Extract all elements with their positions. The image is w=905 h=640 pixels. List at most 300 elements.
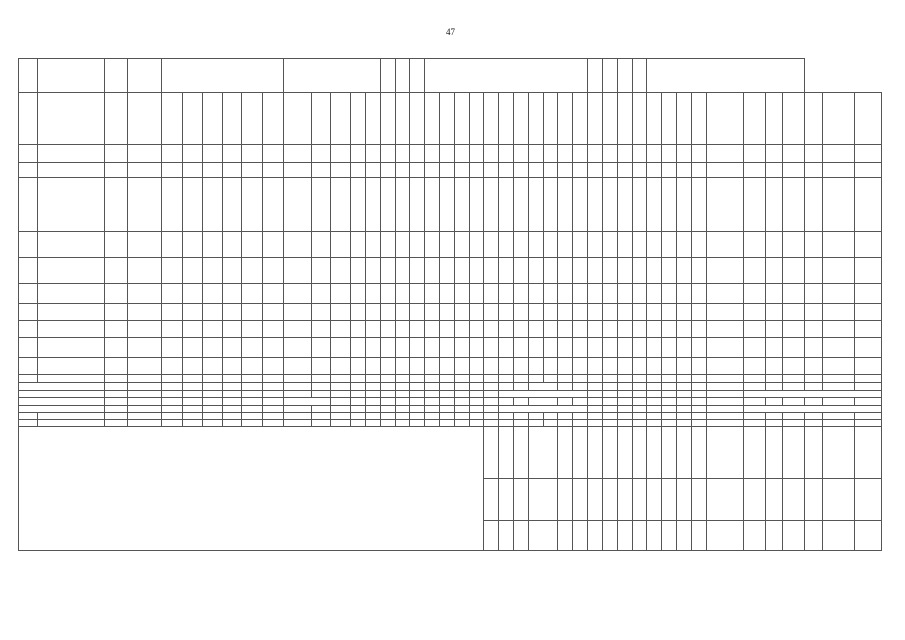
empty-cell bbox=[351, 232, 366, 258]
empty-cell bbox=[573, 145, 588, 163]
total-value bbox=[822, 398, 854, 406]
empty-cell bbox=[691, 479, 706, 521]
value-cell bbox=[783, 304, 805, 321]
empty-cell bbox=[573, 375, 588, 383]
header-mesta bbox=[284, 59, 380, 93]
total-value bbox=[743, 398, 765, 406]
empty-cell bbox=[395, 375, 410, 383]
value-cell bbox=[783, 163, 805, 178]
empty-cell bbox=[484, 145, 499, 163]
empty-cell bbox=[395, 420, 410, 427]
empty-cell bbox=[558, 163, 573, 178]
value-cell bbox=[183, 145, 203, 163]
empty-cell bbox=[662, 178, 677, 232]
empty-cell bbox=[410, 406, 425, 413]
empty-cell bbox=[439, 375, 454, 383]
table-row bbox=[19, 284, 882, 304]
empty-cell bbox=[284, 93, 311, 145]
value-cell bbox=[822, 232, 854, 258]
value-cell bbox=[242, 258, 263, 284]
empty-cell bbox=[311, 358, 331, 375]
empty-cell bbox=[573, 413, 588, 420]
table-row bbox=[19, 232, 882, 258]
value-cell bbox=[242, 145, 263, 163]
header-obj2018 bbox=[425, 59, 588, 93]
empty-cell bbox=[284, 375, 311, 383]
empty-cell bbox=[662, 375, 677, 383]
empty-cell bbox=[222, 375, 242, 383]
empty-cell bbox=[351, 258, 366, 284]
value-cell bbox=[222, 338, 242, 358]
road-name bbox=[37, 258, 105, 284]
value-cell bbox=[263, 93, 284, 145]
summary-value bbox=[528, 427, 558, 479]
empty-cell bbox=[543, 93, 558, 145]
empty-cell bbox=[662, 479, 677, 521]
empty-cell bbox=[380, 358, 395, 375]
empty-cell bbox=[395, 413, 410, 420]
header-perechen bbox=[37, 59, 105, 93]
empty-cell bbox=[602, 163, 617, 178]
empty-cell bbox=[543, 258, 558, 284]
empty-cell bbox=[311, 145, 331, 163]
empty-cell bbox=[854, 232, 881, 258]
empty-cell bbox=[677, 178, 692, 232]
value-cell bbox=[162, 284, 183, 304]
empty-cell bbox=[677, 258, 692, 284]
empty-cell bbox=[647, 413, 662, 420]
value-cell bbox=[183, 321, 203, 338]
total-value bbox=[822, 383, 854, 391]
summary-value bbox=[743, 521, 765, 551]
header-cell bbox=[410, 59, 425, 93]
empty-cell bbox=[602, 420, 617, 427]
empty-cell bbox=[805, 413, 822, 420]
header-protyazh bbox=[162, 59, 284, 93]
mo-total bbox=[499, 391, 588, 398]
empty-cell bbox=[351, 321, 366, 338]
value-cell bbox=[743, 178, 765, 232]
summary-label bbox=[484, 427, 499, 479]
empty-cell bbox=[351, 163, 366, 178]
summary-value bbox=[783, 427, 805, 479]
total-label bbox=[19, 383, 105, 391]
empty-cell bbox=[222, 413, 242, 420]
empty-cell bbox=[647, 145, 662, 163]
empty-cell bbox=[37, 413, 105, 420]
value-cell bbox=[242, 284, 263, 304]
empty-cell bbox=[365, 258, 380, 284]
empty-cell bbox=[395, 391, 410, 398]
summary-value bbox=[573, 427, 588, 479]
empty-cell bbox=[805, 375, 822, 383]
empty-cell bbox=[677, 375, 692, 383]
value-cell bbox=[602, 375, 617, 383]
empty-cell bbox=[410, 178, 425, 232]
empty-cell bbox=[331, 232, 351, 258]
road-name bbox=[37, 93, 105, 145]
empty-cell bbox=[822, 375, 854, 383]
empty-cell bbox=[662, 284, 677, 304]
value-cell bbox=[127, 304, 162, 321]
summary-value bbox=[765, 521, 782, 551]
empty-cell bbox=[822, 413, 854, 420]
empty-cell bbox=[783, 420, 805, 427]
empty-cell bbox=[425, 338, 440, 358]
empty-cell bbox=[514, 258, 529, 284]
empty-cell bbox=[439, 163, 454, 178]
value-cell bbox=[743, 321, 765, 338]
empty-cell bbox=[854, 420, 881, 427]
total-value bbox=[558, 383, 573, 391]
empty-cell bbox=[484, 93, 499, 145]
empty-cell bbox=[558, 420, 573, 427]
empty-cell bbox=[691, 375, 706, 383]
empty-cell bbox=[677, 479, 692, 521]
value-cell bbox=[105, 163, 127, 178]
empty-cell bbox=[854, 304, 881, 321]
value-cell bbox=[242, 93, 263, 145]
empty-cell bbox=[514, 284, 529, 304]
empty-cell bbox=[647, 427, 662, 479]
value-cell bbox=[202, 321, 222, 338]
value-cell bbox=[202, 284, 222, 304]
summary-value bbox=[558, 427, 573, 479]
empty-cell bbox=[425, 232, 440, 258]
empty-cell bbox=[284, 284, 311, 304]
value-cell bbox=[805, 163, 822, 178]
empty-cell bbox=[691, 145, 706, 163]
empty-cell bbox=[677, 413, 692, 420]
empty-cell bbox=[331, 284, 351, 304]
summary-value bbox=[558, 521, 573, 551]
empty-cell bbox=[617, 284, 632, 304]
empty-cell bbox=[499, 413, 514, 420]
empty-cell bbox=[617, 383, 632, 391]
empty-cell bbox=[854, 398, 881, 406]
empty-cell bbox=[331, 420, 351, 427]
empty-cell bbox=[765, 413, 782, 420]
value-cell bbox=[162, 304, 183, 321]
total-value bbox=[162, 383, 183, 391]
empty-cell bbox=[425, 163, 440, 178]
empty-cell bbox=[558, 232, 573, 258]
empty-cell bbox=[691, 338, 706, 358]
header-row bbox=[19, 59, 882, 93]
value-cell bbox=[183, 93, 203, 145]
value-cell bbox=[263, 358, 284, 375]
empty-cell bbox=[365, 391, 380, 398]
empty-cell bbox=[395, 406, 410, 413]
empty-cell bbox=[202, 420, 222, 427]
empty-cell bbox=[499, 284, 514, 304]
summary-value bbox=[743, 479, 765, 521]
empty-cell bbox=[632, 406, 647, 413]
empty-cell bbox=[242, 420, 263, 427]
empty-cell bbox=[425, 383, 440, 391]
empty-cell bbox=[454, 284, 469, 304]
empty-cell bbox=[380, 391, 395, 398]
empty-cell bbox=[395, 145, 410, 163]
empty-cell bbox=[351, 178, 366, 232]
value-cell bbox=[765, 178, 782, 232]
empty-cell bbox=[632, 420, 647, 427]
auto-row bbox=[19, 406, 882, 413]
empty-cell bbox=[454, 145, 469, 163]
table-row bbox=[19, 258, 882, 284]
empty-cell bbox=[558, 304, 573, 321]
total-value bbox=[183, 398, 203, 406]
value-cell bbox=[822, 304, 854, 321]
empty-cell bbox=[454, 358, 469, 375]
empty-cell bbox=[242, 413, 263, 420]
empty-cell bbox=[514, 163, 529, 178]
value-cell bbox=[822, 358, 854, 375]
empty-cell bbox=[528, 93, 543, 145]
value-cell bbox=[162, 321, 183, 338]
empty-cell bbox=[632, 413, 647, 420]
empty-cell bbox=[588, 163, 603, 178]
value-cell bbox=[263, 163, 284, 178]
road-name bbox=[37, 232, 105, 258]
mo-cell bbox=[242, 391, 263, 398]
empty-cell bbox=[351, 304, 366, 321]
value-cell bbox=[183, 163, 203, 178]
summary-value bbox=[573, 479, 588, 521]
summary-value bbox=[765, 479, 782, 521]
dtp-value bbox=[365, 398, 380, 406]
empty-cell bbox=[691, 232, 706, 258]
empty-cell bbox=[691, 284, 706, 304]
total-value bbox=[222, 383, 242, 391]
empty-cell bbox=[284, 258, 311, 284]
empty-cell bbox=[454, 258, 469, 284]
empty-cell bbox=[543, 420, 558, 427]
value-cell bbox=[765, 284, 782, 304]
total-value bbox=[805, 398, 822, 406]
empty-cell bbox=[647, 93, 662, 145]
value-cell bbox=[222, 145, 242, 163]
empty-cell bbox=[854, 178, 881, 232]
empty-cell bbox=[854, 284, 881, 304]
dtp-value bbox=[380, 398, 395, 406]
empty-cell bbox=[351, 383, 366, 391]
empty-cell bbox=[573, 420, 588, 427]
empty-cell bbox=[484, 375, 499, 383]
empty-cell bbox=[588, 284, 603, 304]
value-cell bbox=[805, 93, 822, 145]
empty-cell bbox=[284, 145, 311, 163]
empty-cell bbox=[469, 375, 484, 383]
empty-cell bbox=[602, 406, 617, 413]
empty-cell bbox=[662, 391, 677, 398]
empty-cell bbox=[439, 338, 454, 358]
row-number bbox=[19, 145, 38, 163]
empty-cell bbox=[499, 375, 514, 383]
header-cell bbox=[380, 59, 395, 93]
empty-cell bbox=[331, 93, 351, 145]
empty-cell bbox=[677, 391, 692, 398]
empty-cell bbox=[706, 413, 743, 420]
empty-cell bbox=[662, 321, 677, 338]
empty-cell bbox=[632, 258, 647, 284]
empty-cell bbox=[602, 383, 617, 391]
summary-value bbox=[765, 427, 782, 479]
value-cell bbox=[242, 163, 263, 178]
empty-cell bbox=[395, 321, 410, 338]
empty-cell bbox=[37, 420, 105, 427]
empty-cell bbox=[484, 420, 499, 427]
empty-cell bbox=[691, 521, 706, 551]
empty-cell bbox=[573, 338, 588, 358]
empty-cell bbox=[573, 178, 588, 232]
value-cell bbox=[127, 284, 162, 304]
empty-cell bbox=[632, 375, 647, 383]
empty-cell bbox=[617, 163, 632, 178]
empty-cell bbox=[351, 406, 366, 413]
page-number: 47 bbox=[446, 27, 455, 37]
empty-cell bbox=[617, 258, 632, 284]
value-cell bbox=[162, 258, 183, 284]
empty-cell bbox=[311, 413, 331, 420]
empty-cell bbox=[632, 178, 647, 232]
empty-cell bbox=[602, 145, 617, 163]
empty-cell bbox=[380, 163, 395, 178]
empty-cell bbox=[439, 258, 454, 284]
value-cell bbox=[105, 258, 127, 284]
empty-cell bbox=[425, 321, 440, 338]
total-value bbox=[242, 398, 263, 406]
total-value bbox=[765, 383, 782, 391]
empty-cell bbox=[284, 338, 311, 358]
total-value bbox=[558, 398, 573, 406]
empty-cell bbox=[410, 163, 425, 178]
value-cell bbox=[183, 358, 203, 375]
mo-cell bbox=[127, 391, 162, 398]
empty-cell bbox=[662, 383, 677, 391]
empty-cell bbox=[469, 420, 484, 427]
empty-cell bbox=[410, 358, 425, 375]
empty-cell bbox=[543, 358, 558, 375]
empty-cell bbox=[528, 163, 543, 178]
empty-cell bbox=[410, 258, 425, 284]
empty-cell bbox=[706, 420, 743, 427]
empty-cell bbox=[743, 420, 765, 427]
total-row bbox=[19, 383, 882, 391]
value-cell bbox=[105, 93, 127, 145]
empty-cell bbox=[588, 93, 603, 145]
empty-cell bbox=[543, 375, 558, 383]
empty-cell bbox=[677, 338, 692, 358]
empty-cell bbox=[469, 413, 484, 420]
empty-cell bbox=[19, 420, 38, 427]
empty-cell bbox=[469, 145, 484, 163]
value-cell bbox=[222, 304, 242, 321]
empty-cell bbox=[499, 420, 514, 427]
value-cell bbox=[263, 145, 284, 163]
empty-cell bbox=[395, 163, 410, 178]
empty-cell bbox=[395, 178, 410, 232]
value-cell bbox=[127, 232, 162, 258]
empty-cell bbox=[783, 413, 805, 420]
auto-cell bbox=[162, 406, 183, 413]
empty-cell bbox=[454, 398, 469, 406]
value-cell bbox=[822, 145, 854, 163]
empty-cell bbox=[558, 93, 573, 145]
summary-value bbox=[514, 521, 529, 551]
table-row bbox=[19, 145, 882, 163]
empty-cell bbox=[105, 375, 127, 383]
empty-cell bbox=[331, 163, 351, 178]
value-cell bbox=[743, 304, 765, 321]
empty-cell bbox=[469, 163, 484, 178]
value-cell bbox=[105, 232, 127, 258]
empty-cell bbox=[469, 178, 484, 232]
empty-cell bbox=[499, 258, 514, 284]
empty-cell bbox=[854, 163, 881, 178]
empty-cell bbox=[331, 406, 351, 413]
empty-cell bbox=[588, 321, 603, 338]
empty-cell bbox=[365, 383, 380, 391]
value-cell bbox=[765, 338, 782, 358]
empty-cell bbox=[647, 258, 662, 284]
empty-cell bbox=[469, 406, 484, 413]
empty-cell bbox=[647, 284, 662, 304]
empty-cell bbox=[854, 521, 881, 551]
empty-cell bbox=[127, 420, 162, 427]
value-cell bbox=[822, 93, 854, 145]
empty-cell bbox=[365, 321, 380, 338]
empty-cell bbox=[380, 338, 395, 358]
row-number bbox=[19, 284, 38, 304]
value-cell bbox=[765, 358, 782, 375]
table-cell bbox=[19, 375, 38, 383]
value-cell bbox=[783, 232, 805, 258]
row-number bbox=[19, 258, 38, 284]
summary-value bbox=[514, 479, 529, 521]
empty-cell bbox=[805, 420, 822, 427]
empty-cell bbox=[105, 413, 127, 420]
empty-cell bbox=[662, 304, 677, 321]
empty-cell bbox=[617, 93, 632, 145]
empty-cell bbox=[854, 358, 881, 375]
empty-cell bbox=[439, 391, 454, 398]
empty-cell bbox=[365, 178, 380, 232]
empty-cell bbox=[380, 178, 395, 232]
auto-total bbox=[499, 406, 588, 413]
empty-cell bbox=[558, 413, 573, 420]
summary-value bbox=[528, 521, 558, 551]
empty-cell bbox=[284, 413, 311, 420]
object-name bbox=[706, 178, 743, 232]
empty-cell bbox=[528, 338, 543, 358]
empty-cell bbox=[691, 93, 706, 145]
empty-cell bbox=[284, 391, 311, 398]
empty-cell bbox=[617, 398, 632, 406]
empty-cell bbox=[351, 284, 366, 304]
header-cell bbox=[632, 59, 647, 93]
empty-cell bbox=[854, 321, 881, 338]
empty-cell bbox=[365, 406, 380, 413]
total-value bbox=[263, 383, 284, 391]
value-cell bbox=[105, 178, 127, 232]
empty-cell bbox=[395, 258, 410, 284]
empty-cell bbox=[706, 375, 743, 383]
empty-cell bbox=[662, 398, 677, 406]
empty-cell bbox=[602, 178, 617, 232]
empty-cell bbox=[677, 427, 692, 479]
empty-cell bbox=[662, 420, 677, 427]
